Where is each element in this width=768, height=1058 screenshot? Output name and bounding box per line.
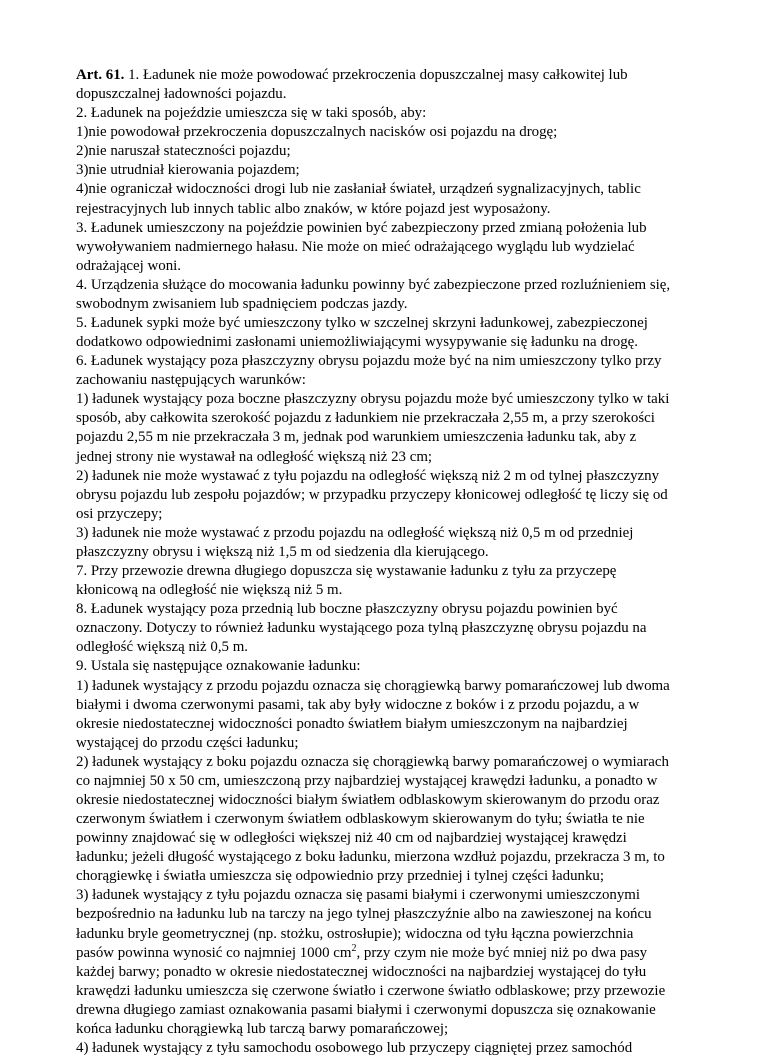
text-line: białymi i dwoma czerwonymi pasami, tak aby były widoczne z boków i z przodu pojazdu, a w [76,696,640,713]
article-title: Art. 61. [76,67,125,83]
text-line: dopuszczalnej ładowności pojazdu. [76,86,287,103]
text-line: 3. Ładunek umieszczony na pojeździe powinien być zabezpieczony przed zmianą położenia lub [76,219,647,236]
text-line: czerwonym światłem i czerwonym światłem odblaskowym skierowanym do tyłu; światła te nie [76,811,645,828]
text-line [76,66,716,85]
text-line-with-superscript [76,944,716,963]
article-first-line: 1. Ładunek nie może powodować przekroczenia dopuszczalnej masy całkowitej lub [124,67,628,83]
text-line: jednej strony nie wystawał na odległość większą niż 23 cm; [76,448,433,465]
text-line: 3)nie utrudniał kierowania pojazdem; [76,162,300,179]
text-line: rejestracyjnych lub innych tablic albo znaków, w które pojazd jest wyposażony. [76,200,551,217]
document-body-lower [76,963,716,1058]
text-line: pojazdu 2,55 m nie przekraczała 3 m, jednak pod warunkiem umieszczenia ładunku tak, aby z [76,429,637,446]
text-line: 5. Ładunek sypki może być umieszczony tylko w szczelnej skrzyni ładunkowej, zabezpieczonej [76,315,648,332]
text-line: wystającej do przodu części ładunku; [76,734,299,751]
text-line: wywoływaniem nadmiernego hałasu. Nie może on mieć odrażającego wyglądu lub wydzielać [76,238,635,255]
text-line: okresie niedostatecznej widoczności ponadto światłem białym umieszczonym na najbardziej [76,715,628,732]
text-line: bezpośrednio na ładunku lub na tarczy na jego tylnej płaszczyźnie albo na zawieszonej na końcu [76,906,652,923]
text-line: 4)nie ograniczał widoczności drogi lub nie zasłaniał świateł, urządzeń sygnalizacyjnych, tablic [76,181,641,198]
text-after-superscript: , przy czym nie może być mniej niż po dwa pasy [356,944,648,961]
text-line: drewna długiego zamiast oznakowania pasami białymi i czerwonymi dopuszcza się oznakowanie [76,1001,656,1018]
text-line: 2. Ładunek na pojeździe umieszcza się w taki sposób, aby: [76,105,427,122]
text-line: krawędzi ładunku umieszcza się czerwone światło i czerwone światło odblaskowe; przy przewozie [76,982,666,999]
text-line: ładunku; jeżeli długość wystającego z boku ładunku, mierzona wzdłuż pojazdu, przekracza 3 m, to [76,849,665,866]
text-line: odległość większą niż 0,5 m. [76,639,249,656]
text-line: obrysu pojazdu lub zespołu pojazdów; w przypadku przyczepy kłonicowej odległość tę liczy się od [76,486,668,503]
text-line: końca ładunku chorągiewką lub tarczą barwy pomarańczowej; [76,1020,449,1037]
text-line: 1)nie powodował przekroczenia dopuszczalnych nacisków osi pojazdu na drogę; [76,124,558,141]
text-line: chorągiewkę i światła umieszcza się odpowiednio przy przedniej i tylnej części ładunku; [76,868,605,885]
text-line: 2) ładunek nie może wystawać z tyłu pojazdu na odległość większą niż 2 m od tylnej płaszczyzny [76,467,660,484]
text-line: 9. Ustala się następujące oznakowanie ładunku: [76,658,361,675]
text-line: 3) ładunek wystający z tyłu pojazdu oznacza się pasami białymi i czerwonymi umieszczonymi [76,887,640,904]
text-line: 4. Urządzenia służące do mocowania ładunku powinny być zabezpieczone przed rozluźnieniem się, [76,276,671,293]
superscript: 2 [351,942,357,954]
text-line: co najmniej 50 x 50 cm, umieszczoną przy najbardziej wystającej krawędzi ładunku, a ponadto w [76,772,658,789]
document-page [76,66,716,1058]
text-line: każdej barwy; ponadto w okresie niedostatecznej widoczności na najbardziej wystającej do tyłu [76,963,647,980]
text-line: 4) ładunek wystający z tyłu samochodu osobowego lub przyczepy ciągniętej przez samochód [76,1039,633,1056]
text-line: osi przyczepy; [76,505,163,522]
text-line: 2) ładunek wystający z boku pojazdu oznacza się chorągiewką barwy pomarańczowej o wymiarach [76,753,669,770]
text-line: 1) ładunek wystający poza boczne płaszczyzny obrysu pojazdu może być umieszczony tylko w taki [76,391,670,408]
text-line: 2)nie naruszał stateczności pojazdu; [76,143,291,160]
document-body-upper [76,85,716,944]
text-line: ładunku bryle geometrycznej (np. stożku, ostrosłupie); widoczna od tyłu łączna powierzchnia [76,925,634,942]
text-line: zachowaniu następujących warunków: [76,372,306,389]
text-line: 7. Przy przewozie drewna długiego dopuszcza się wystawanie ładunku z tyłu za przyczepę [76,563,617,580]
text-line: powinny znajdować się w odległości większej niż 40 cm od najbardziej wystającej krawędzi [76,830,627,847]
text-line: 3) ładunek nie może wystawać z przodu pojazdu na odległość większą niż 0,5 m od przedniej [76,524,634,541]
text-line: 8. Ładunek wystający poza przednią lub boczne płaszczyzny obrysu pojazdu powinien być [76,601,618,618]
text-line: dodatkowo odpowiednimi zasłonami uniemożliwiającymi wysypywanie się ładunku na drogę. [76,334,638,351]
text-line: swobodnym zwisaniem lub spadnięciem podczas jazdy. [76,295,408,312]
text-line: kłonicową na odległość nie większą niż 5 m. [76,582,343,599]
text-line: 1) ładunek wystający z przodu pojazdu oznacza się chorągiewką barwy pomarańczowej lub dwoma [76,677,670,694]
text-line: okresie niedostatecznej widoczności białym światłem odblaskowym skierowanym do przodu oraz [76,791,660,808]
text-line: sposób, aby całkowita szerokość pojazdu z ładunkiem nie przekraczała 2,55 m, a przy szerokości [76,410,655,427]
text-line: odrażającej woni. [76,257,182,274]
text-line: płaszczyzny obrysu i większą niż 1,5 m od siedzenia dla kierującego. [76,543,489,560]
text-before-superscript: pasów powinna wynosić co najmniej 1000 cm [76,944,352,961]
text-line: oznaczony. Dotyczy to również ładunku wystającego poza tylną płaszczyznę obrysu pojazdu na [76,620,647,637]
text-line: 6. Ładunek wystający poza płaszczyzny obrysu pojazdu może być na nim umieszczony tylko przy [76,353,662,370]
